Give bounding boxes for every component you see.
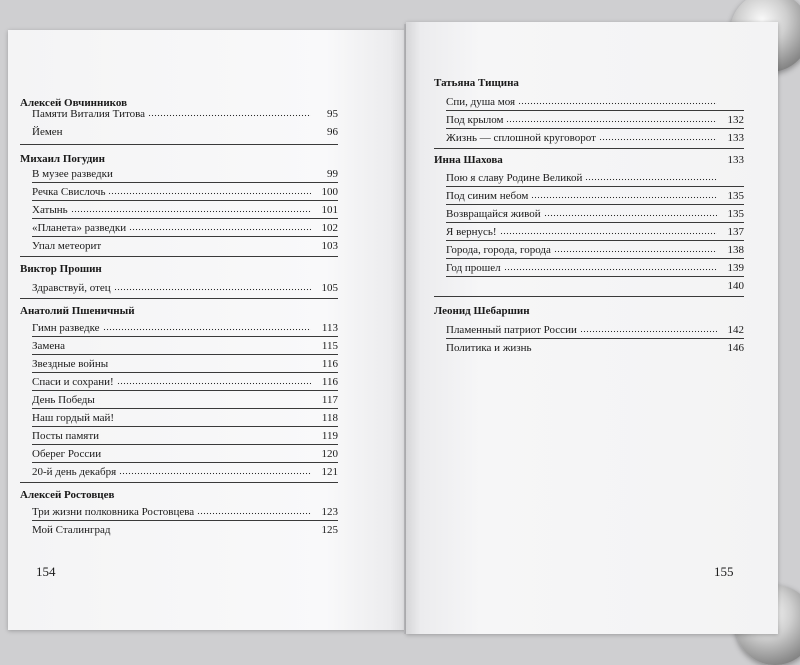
- entry-rule: [446, 240, 744, 241]
- toc-entry: [446, 130, 744, 145]
- entry-rule: [32, 336, 338, 337]
- entry-title: Спи, душа моя: [446, 96, 516, 108]
- author-name: Михаил Погудин: [20, 153, 105, 165]
- toc-entry: [32, 106, 338, 121]
- toc-entry: [32, 464, 338, 479]
- entry-page: 133: [727, 132, 744, 144]
- entry-rule: [446, 110, 744, 111]
- toc-entry: [32, 356, 338, 371]
- toc-entry: [446, 278, 744, 293]
- entry-title: 20-й день декабря: [32, 466, 117, 478]
- entry-title: День Победы: [32, 394, 95, 406]
- toc-entry: [446, 112, 744, 127]
- entry-page: 117: [321, 394, 338, 406]
- author-name: Татьяна Тищина: [434, 77, 519, 89]
- entry-page: 118: [321, 412, 338, 424]
- dot-leader: [506, 112, 717, 123]
- entry-title: Хатынь: [32, 204, 68, 216]
- entry-title: Наш гордый май!: [32, 412, 115, 424]
- page-number: 155: [714, 564, 734, 579]
- dot-leader: [108, 184, 311, 195]
- toc-section-pogudin: [20, 152, 338, 252]
- toc-entry: [32, 338, 338, 353]
- toc-entry: [446, 206, 744, 221]
- entry-title: Речка Свислочь: [32, 186, 106, 198]
- entry-page: 133: [727, 154, 744, 166]
- dot-leader: [518, 94, 717, 105]
- entry-title: Я вернусь!: [446, 226, 497, 238]
- entry-rule: [446, 186, 744, 187]
- entry-rule: [32, 218, 338, 219]
- dot-leader: [599, 130, 717, 141]
- entry-page: 137: [727, 226, 744, 238]
- entry-page: 116: [321, 358, 338, 370]
- entry-rule: [446, 276, 744, 277]
- dot-leader: [504, 260, 717, 271]
- entry-page: 102: [321, 222, 338, 234]
- author-line: [434, 152, 744, 167]
- toc-entry: [446, 224, 744, 239]
- toc-entry: [446, 94, 744, 109]
- entry-page: 142: [727, 324, 744, 336]
- section-rule: [434, 296, 744, 297]
- entry-rule: [446, 222, 744, 223]
- entry-title: Посты памяти: [32, 430, 100, 442]
- toc-entry: [446, 242, 744, 257]
- toc-entry: [446, 170, 744, 185]
- entry-rule: [32, 372, 338, 373]
- toc-entry: [446, 260, 744, 275]
- dot-leader: [71, 202, 311, 213]
- entry-page: 146: [727, 342, 744, 354]
- entry-title: Звездные войны: [32, 358, 109, 370]
- entry-page: 121: [321, 466, 338, 478]
- toc-entry: [32, 392, 338, 407]
- toc-entry: [32, 280, 338, 295]
- entry-rule: [32, 182, 338, 183]
- page-number: 154: [36, 564, 56, 579]
- entry-page: 125: [321, 524, 338, 536]
- entry-rule: [32, 520, 338, 521]
- entry-rule: [32, 200, 338, 201]
- section-rule: [434, 148, 744, 149]
- entry-rule: [32, 408, 338, 409]
- entry-page: 105: [321, 282, 338, 294]
- entry-page: 120: [321, 448, 338, 460]
- toc-entry: [446, 340, 744, 355]
- section-rule: [20, 298, 338, 299]
- entry-rule: [32, 462, 338, 463]
- entry-title: Здравствуй, отец: [32, 282, 111, 294]
- toc-entry: [446, 188, 744, 203]
- entry-title: Мой Сталинград: [32, 524, 111, 536]
- entry-rule: [446, 204, 744, 205]
- entry-rule: [32, 426, 338, 427]
- entry-page: 113: [321, 322, 338, 334]
- dot-leader: [114, 280, 311, 291]
- dot-leader: [119, 464, 311, 475]
- section-rule: [20, 144, 338, 145]
- entry-title: Возвращайся живой: [446, 208, 541, 220]
- dot-leader: [544, 206, 717, 217]
- entry-rule: [32, 236, 338, 237]
- entry-title: В музее разведки: [32, 168, 113, 180]
- toc-entry: [32, 410, 338, 425]
- toc-entry: [32, 504, 338, 519]
- entry-page: 140: [727, 280, 744, 292]
- entry-title: Замена: [32, 340, 66, 352]
- toc-entry: [32, 446, 338, 461]
- entry-page: 103: [321, 240, 338, 252]
- entry-title: Оберег России: [32, 448, 102, 460]
- entry-page: 139: [727, 262, 744, 274]
- entry-title: Три жизни полковника Ростовцева: [32, 506, 195, 518]
- entry-title: Пламенный патриот России: [446, 324, 577, 336]
- entry-title: «Планета» разведки: [32, 222, 127, 234]
- toc-entry: [32, 184, 338, 199]
- entry-page: 135: [727, 190, 744, 202]
- dot-leader: [148, 106, 311, 117]
- toc-entry: [32, 166, 338, 181]
- right-page: [406, 22, 778, 634]
- entry-page: 123: [321, 506, 338, 518]
- entry-page: 100: [321, 186, 338, 198]
- toc-section-proshin: [20, 262, 338, 294]
- dot-leader: [117, 374, 311, 385]
- author-name: Инна Шахова: [434, 154, 503, 166]
- entry-page: 101: [321, 204, 338, 216]
- toc-section-rostovtsev: [20, 488, 338, 536]
- entry-page: 99: [327, 168, 338, 180]
- section-rule: [20, 256, 338, 257]
- entry-rule: [446, 128, 744, 129]
- entry-page: 132: [727, 114, 744, 126]
- entry-title: Гимн разведке: [32, 322, 100, 334]
- left-page: [8, 30, 406, 630]
- dot-leader: [500, 224, 717, 235]
- toc-entry: [32, 320, 338, 335]
- entry-rule: [32, 390, 338, 391]
- toc-section-tishchina: [434, 76, 744, 144]
- dot-leader: [580, 322, 717, 333]
- toc-section-shebarshin: [434, 304, 744, 354]
- entry-page: 119: [321, 430, 338, 442]
- entry-title: Под синим небом: [446, 190, 529, 202]
- toc-entry: [32, 124, 338, 139]
- toc-entry: [32, 238, 338, 253]
- toc-entry: [32, 428, 338, 443]
- toc-entry: [32, 202, 338, 217]
- entry-rule: [32, 444, 338, 445]
- toc-section-ovchinnikov: [20, 96, 338, 138]
- entry-title: Памяти Виталия Титова: [32, 108, 146, 120]
- entry-page: 116: [321, 376, 338, 388]
- entry-title: Год прошел: [446, 262, 501, 274]
- author-name: Алексей Ростовцев: [20, 489, 115, 501]
- toc-entry: [32, 522, 338, 537]
- entry-title: Упал метеорит: [32, 240, 102, 252]
- entry-rule: [446, 338, 744, 339]
- dot-leader: [197, 504, 311, 515]
- entry-title: Жизнь — сплошной круговорот: [446, 132, 596, 144]
- entry-title: Спаси и сохрани!: [32, 376, 114, 388]
- entry-title: Политика и жизнь: [446, 342, 532, 354]
- entry-page: 115: [321, 340, 338, 352]
- dot-leader: [129, 220, 311, 231]
- entry-title: Пою я славу Родине Великой: [446, 172, 583, 184]
- dot-leader: [531, 188, 717, 199]
- entry-page: 138: [727, 244, 744, 256]
- entry-rule: [446, 258, 744, 259]
- dot-leader: [554, 242, 717, 253]
- entry-title: Под крылом: [446, 114, 504, 126]
- author-name: Леонид Шебаршин: [434, 305, 530, 317]
- author-name: Алексей Овчинников: [20, 97, 128, 109]
- entry-page: 95: [327, 108, 338, 120]
- toc-entry: [32, 220, 338, 235]
- toc-entry: [32, 374, 338, 389]
- entry-title: Йемен: [32, 126, 63, 138]
- section-rule: [20, 482, 338, 483]
- dot-leader: [585, 170, 717, 181]
- entry-rule: [32, 354, 338, 355]
- toc-entry: [446, 322, 744, 337]
- dot-leader: [103, 320, 311, 331]
- author-name: Анатолий Пшеничный: [20, 305, 135, 317]
- author-name: Виктор Прошин: [20, 263, 102, 275]
- entry-page: 135: [727, 208, 744, 220]
- entry-title: Города, города, города: [446, 244, 551, 256]
- toc-section-pshenichny: [20, 304, 338, 478]
- entry-page: 96: [327, 126, 338, 138]
